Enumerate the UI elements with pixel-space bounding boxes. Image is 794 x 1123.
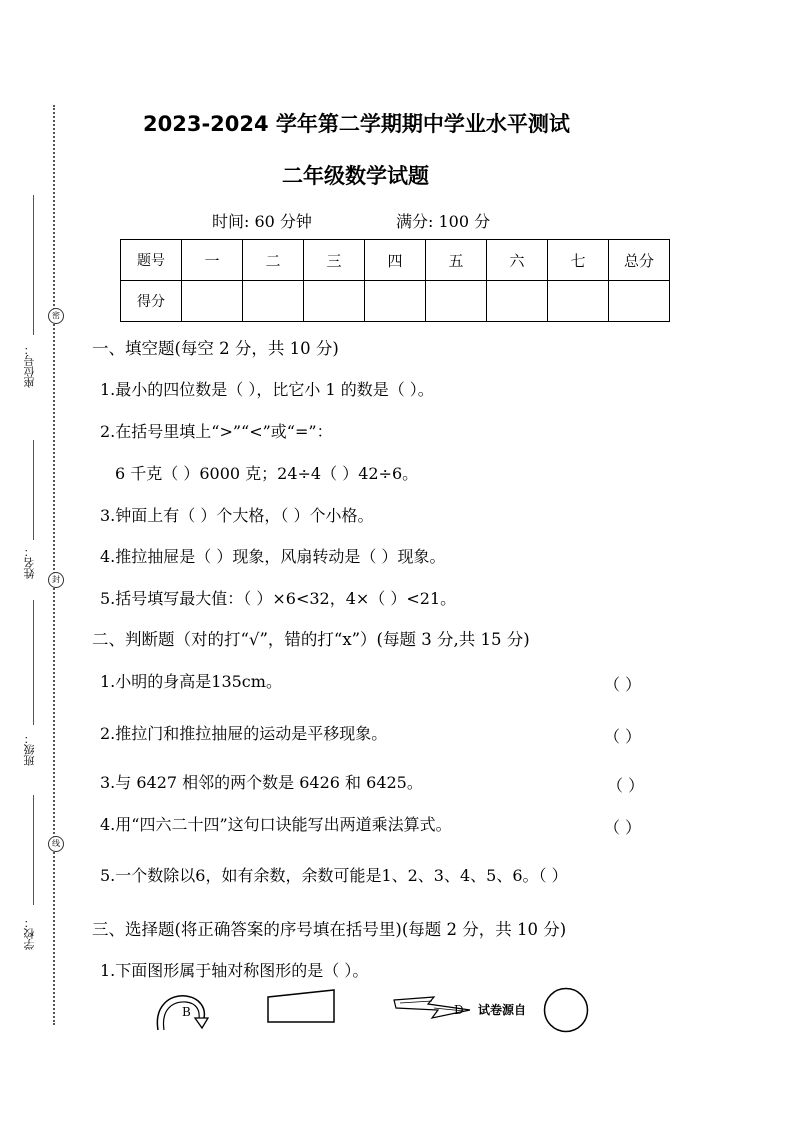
score-table-cell: 得分 [121,281,182,322]
score-table-header-row [121,240,670,281]
score-entry-cell[interactable] [487,281,548,322]
score-entry-cell[interactable] [304,281,365,322]
question-item: 1.下面图形属于轴对称图形的是（ ）。 [100,961,369,980]
page-title: 2023-2024 学年第二学期期中学业水平测试 [143,112,570,136]
score-table-cell: 二 [243,240,304,281]
circle-figure [542,986,590,1034]
seat-number-line [33,195,34,335]
score-table-score-row [121,281,670,322]
section2-heading: 二、判断题（对的打“√”，错的打“x”）(每题 3 分,共 15 分) [92,630,530,649]
score-table-cell: 七 [548,240,609,281]
score-table [120,239,670,322]
lightning-figure [392,994,482,1024]
score-table-cell: 四 [365,240,426,281]
seat-number-label: 座位号： [23,344,36,388]
score-entry-cell[interactable] [182,281,243,322]
curved-arrow-figure [150,992,215,1037]
score-table-cell: 题号 [121,240,182,281]
trapezoid-figure [266,988,338,1026]
time-info: 时间: 60 分钟 [212,212,312,231]
score-entry-cell[interactable] [548,281,609,322]
judgement-answer-blank[interactable]: （ ） [604,727,642,746]
seal-mark-mi: 密 [48,308,64,324]
binding-dotted-line [53,105,55,1025]
score-entry-cell[interactable] [243,281,304,322]
score-table-cell: 五 [426,240,487,281]
score-entry-cell[interactable] [609,281,670,322]
question-item: 4.推拉抽屉是（ ）现象，风扇转动是（ ）现象。 [100,547,446,566]
watermark-text: 试卷源自 [478,1003,527,1017]
section3-heading: 三、选择题(将正确答案的序号填在括号里)(每题 2 分，共 10 分) [92,920,567,939]
seal-mark-feng: 封 [48,572,64,588]
score-entry-cell[interactable] [365,281,426,322]
section1-heading: 一、填空题(每空 2 分，共 10 分) [92,339,339,358]
figure-letter-b: B [182,1005,191,1019]
score-entry-cell[interactable] [426,281,487,322]
score-table-cell: 六 [487,240,548,281]
name-label: 姓名： [23,546,36,579]
score-table-cell: 总分 [609,240,670,281]
question-item: 2.在括号里填上“>”“<”或“=”： [100,422,333,441]
figure-letter-d: D [454,1003,464,1017]
page-subtitle: 二年级数学试题 [282,164,429,188]
judgement-answer-blank[interactable]: （ ） [604,818,642,837]
judgement-item: 4.用“四六二十四”这句口诀能写出两道乘法算式。 [100,815,452,834]
judgement-item: 5.一个数除以6，如有余数，余数可能是1、2、3、4、5、6。（ ） [100,866,568,885]
seal-mark-xian: 线 [48,836,64,852]
name-line [33,440,34,540]
judgement-item: 1.小明的身高是135cm。 [100,672,282,691]
judgement-item: 2.推拉门和推拉抽屉的运动是平移现象。 [100,724,388,743]
question-item: 5.括号填写最大值：（ ）×6<32，4×（ ）<21。 [100,589,457,608]
judgement-item: 3.与 6427 相邻的两个数是 6426 和 6425。 [100,773,423,792]
class-line [33,600,34,725]
judgement-answer-blank[interactable]: （ ） [604,675,642,694]
question-item: 1.最小的四位数是（ ），比它小 1 的数是（ ）。 [100,380,434,399]
score-table-cell: 三 [304,240,365,281]
judgement-answer-blank[interactable]: （ ） [607,776,645,795]
school-line [33,795,34,905]
school-label: 学校： [23,917,36,950]
score-table-cell: 一 [182,240,243,281]
class-label: 班级： [23,733,36,766]
score-info: 满分: 100 分 [396,212,491,231]
question-item: 3.钟面上有（ ）个大格，（ ）个小格。 [100,506,374,525]
question-item: 6 千克（ ）6000 克；24÷4（ ）42÷6。 [115,464,419,483]
